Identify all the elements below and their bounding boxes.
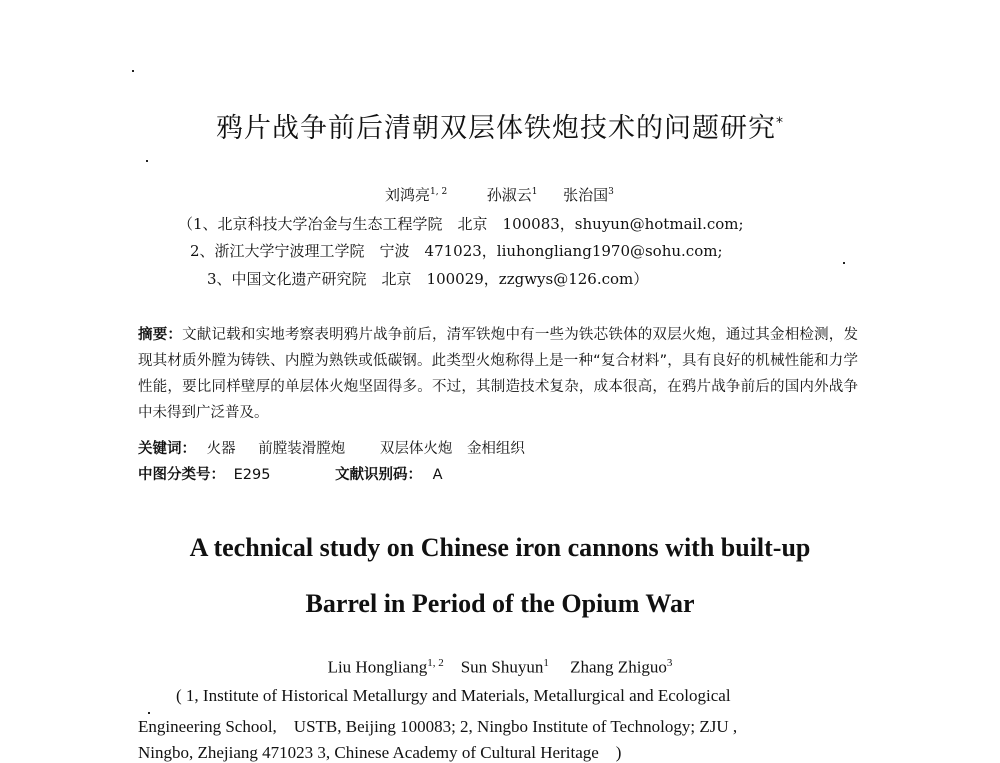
author-name: Sun Shuyun (460, 657, 544, 677)
keyword: 金相组织 (466, 441, 525, 457)
clc-label: 中图分类号： (138, 467, 225, 483)
doc-code-value: A (432, 467, 443, 483)
abstract-label: 摘要： (138, 327, 183, 343)
clc-value: E295 (233, 467, 271, 483)
english-affiliation-line: ( 1, Institute of Historical Metallurgy and Materials, Metallurgical and Ecological (176, 686, 731, 705)
english-authors (0, 657, 1000, 678)
author-affiliation-mark: 3 (666, 657, 673, 669)
keywords-line (138, 437, 525, 458)
author-name: 刘鸿亮 (385, 186, 431, 204)
chinese-title (0, 106, 1000, 145)
chinese-affiliation-line: 2、浙江大学宁波理工学院 宁波 471023，liuhongliang1970@sohu.com; (190, 242, 723, 260)
author-name: 张治国 (563, 186, 609, 204)
chinese-affiliation-line: （1、北京科技大学冶金与生态工程学院 北京 100083，shuyun@hotmail.com; (178, 215, 744, 233)
abstract-text: 文献记载和实地考察表明鸦片战争前后，清军铁炮中有一些为铁芯铁体的双层火炮，通过其金相检测，发现其材质外膛为铸铁、内膛为熟铁或低碳钢。此类型火炮称得上是一种“复合材料”，具有良好的机械性能和力学性能，要比同样壁厚的单层体火炮坚固得多。不过，其制造技术复杂，成本很高，在鸦片战争前后的国内外战争中未得到广泛普及。 (138, 327, 858, 421)
keyword: 前膛装滑膛炮 (258, 441, 346, 457)
keyword: 双层体火炮 (379, 441, 453, 457)
author-name: Liu Hongliang (327, 657, 428, 677)
abstract (138, 322, 858, 426)
english-title-line-2: Barrel in Period of the Opium War (305, 589, 695, 618)
chinese-authors (385, 184, 614, 205)
title-footnote-mark: * (776, 115, 784, 131)
author-affiliation-mark: 1 (531, 187, 538, 197)
author-name: Zhang Zhiguo (570, 657, 667, 677)
scan-speck (132, 70, 134, 72)
author-name: 孙淑云 (486, 186, 532, 204)
chinese-title-text: 鸦片战争前后清朝双层体铁炮技术的问题研究 (216, 113, 776, 144)
doc-code-label: 文献识别码： (335, 467, 423, 483)
scan-speck (146, 160, 148, 162)
english-title-line-1: A technical study on Chinese iron cannons with built-up (189, 533, 811, 562)
author-affiliation-mark: 1 (543, 657, 549, 669)
author-affiliation-mark: 3 (608, 187, 614, 197)
keyword: 火器 (206, 441, 236, 457)
chinese-affiliation-line: 3、中国文化遗产研究院 北京 100029，zzgwys@126.com） (207, 270, 649, 288)
scan-speck (843, 262, 845, 264)
author-affiliation-mark: 1, 2 (427, 657, 444, 669)
english-affiliation-line: Engineering School, USTB, Beijing 100083; 2, Ningbo Institute of Technology; ZJU , (138, 717, 738, 736)
author-affiliation-mark: 1, 2 (430, 187, 448, 197)
classification-line (138, 463, 443, 484)
english-affiliation-line: Ningbo, Zhejiang 471023 3, Chinese Academy of Cultural Heritage ) (138, 743, 622, 762)
keywords-label: 关键词： (138, 441, 196, 457)
